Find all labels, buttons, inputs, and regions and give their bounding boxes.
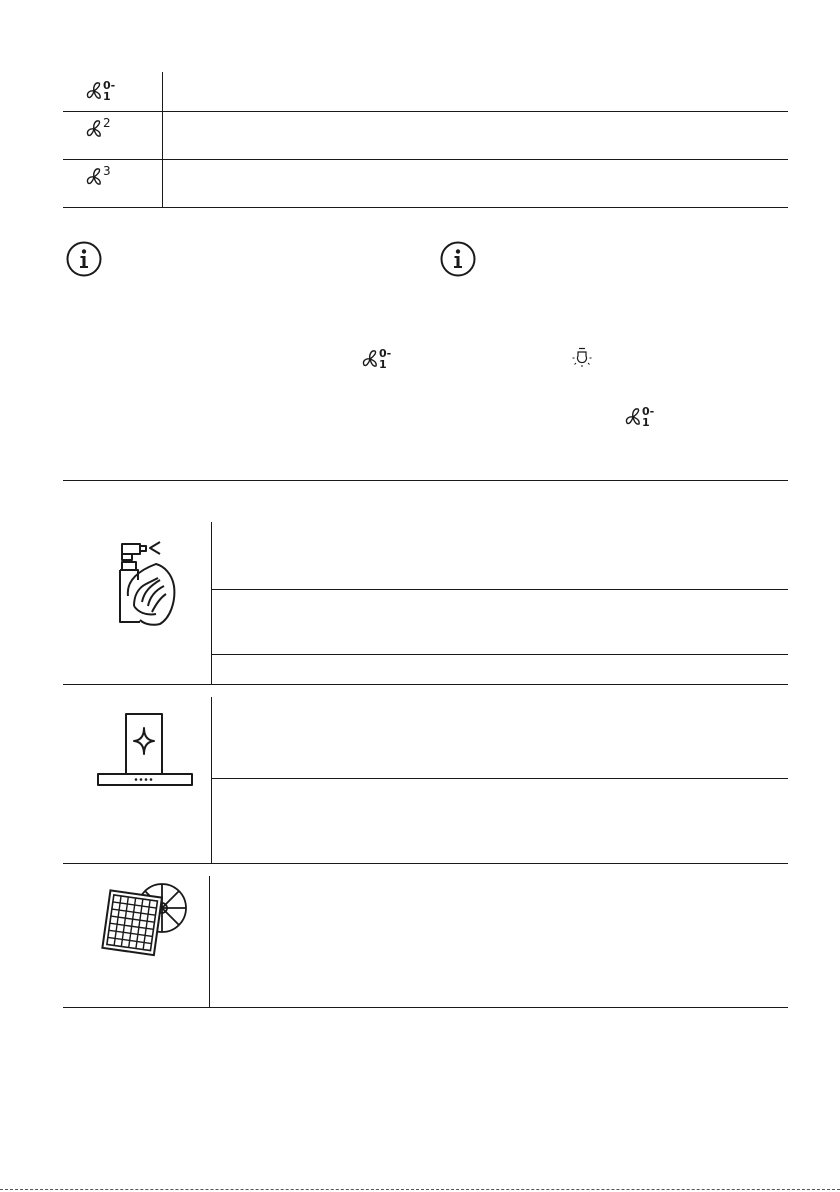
row-divider <box>211 589 788 590</box>
fan-icon <box>84 166 104 186</box>
fan-speed-label: 0-1 <box>642 405 655 429</box>
page-edge-rule <box>0 1189 840 1190</box>
fan-icon <box>623 406 643 426</box>
filters-icon <box>100 880 190 960</box>
row-divider <box>211 654 788 655</box>
section-rule <box>63 1007 788 1008</box>
section-rule <box>63 684 788 685</box>
fan-icon <box>360 348 380 368</box>
inline-fan-icon <box>360 347 392 373</box>
inline-fan-icon <box>623 405 655 431</box>
table-bottom-rule <box>63 207 788 208</box>
row-divider <box>211 778 788 779</box>
hood-clean-icon <box>96 712 194 788</box>
fan-speed-label: 0-1 <box>379 347 392 371</box>
fan-icon <box>84 80 104 100</box>
section-divider <box>211 522 212 684</box>
section-divider <box>211 697 212 863</box>
light-bulb-icon <box>572 347 592 369</box>
table-row <box>84 164 111 191</box>
info-icon <box>66 241 102 277</box>
section-rule <box>63 863 788 864</box>
table-row <box>84 79 116 105</box>
section-rule <box>63 480 788 481</box>
table-row <box>84 116 111 143</box>
info-icon <box>440 241 476 277</box>
table-row-divider <box>63 111 788 112</box>
table-divider <box>162 72 163 208</box>
table-row-divider <box>63 159 788 160</box>
spray-cleaning-icon <box>104 540 184 628</box>
section-divider <box>209 876 210 1007</box>
fan-speed-label: 2 <box>103 116 111 130</box>
fan-speed-label: 3 <box>103 164 111 178</box>
fan-speed-label: 0-1 <box>103 79 116 103</box>
fan-icon <box>84 118 104 138</box>
